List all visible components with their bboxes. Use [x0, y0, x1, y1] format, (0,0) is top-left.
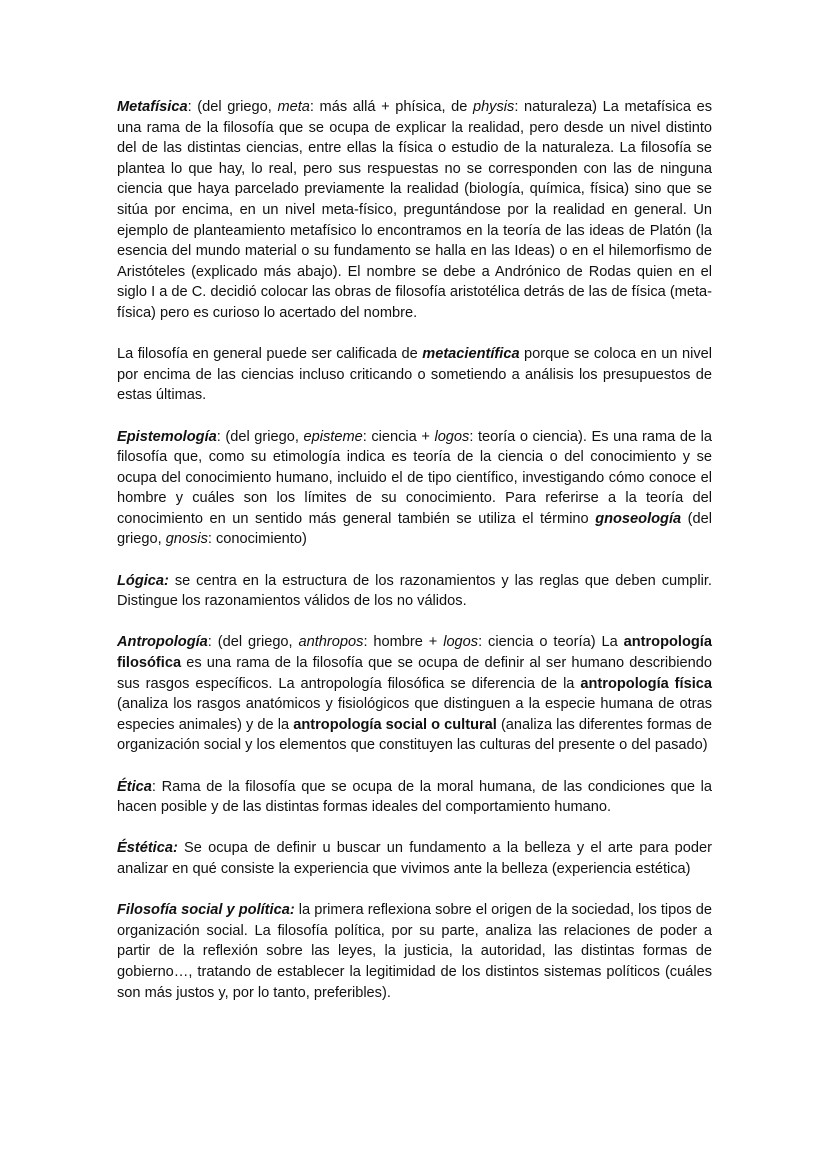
emphasized-term: antropología física — [580, 675, 712, 692]
text-run: : ciencia o teoría) La — [478, 634, 624, 651]
paragraph-filosofia-social-politica — [117, 900, 712, 1003]
text-run: : hombre + — [363, 634, 444, 651]
text-run: porque se coloca en un nivel por encima de las ciencias incluso criticando o sometiendo a análisis los presupuestos de estas últimas. — [117, 346, 712, 404]
paragraph-metafisica — [117, 97, 712, 324]
emphasized-term: antropología social o cultural — [293, 716, 497, 733]
text-run: (analiza los rasgos anatómicos y fisiológicos que distinguen a la especie humana de otras especies animales) y de la — [117, 696, 712, 733]
emphasized-term: physis — [472, 99, 515, 115]
paragraph-epistemologia — [117, 427, 712, 551]
text-run: (del griego, — [117, 510, 712, 548]
emphasized-term: Filosofía social y política: — [117, 902, 295, 919]
emphasized-term: meta — [277, 99, 310, 115]
text-run: se centra en la estructura de los razonamientos y las reglas que deben cumplir. Distingue los razonamientos válidos de los no válidos. — [117, 572, 712, 610]
emphasized-term: gnosis — [165, 531, 208, 548]
emphasized-term: Epistemología — [117, 428, 217, 445]
paragraph-etica — [117, 777, 712, 818]
paragraph-logica — [117, 571, 712, 612]
text-run: es una rama de la filosofía que se ocupa de definir al ser humano describiendo sus rasgos específicos. La antropología filosófica se diferencia de la — [117, 655, 712, 692]
paragraph-antropologia — [117, 632, 712, 756]
emphasized-term: Ética — [117, 778, 152, 795]
emphasized-term: Éstética: — [117, 840, 178, 857]
text-run: : (del griego, — [187, 99, 278, 115]
emphasized-term: anthropos — [298, 634, 364, 651]
document-page — [117, 97, 712, 1024]
text-run: : conocimiento) — [207, 531, 307, 548]
emphasized-term: Lógica: — [117, 572, 169, 589]
emphasized-term: Metafísica — [117, 99, 188, 115]
emphasized-term: logos — [443, 634, 479, 651]
text-run: Se ocupa de definir u buscar un fundamento a la belleza y el arte para poder analizar en qué consiste la experiencia que vivimos ante la belleza (experiencia estética) — [117, 840, 712, 877]
emphasized-term: gnoseología — [595, 510, 682, 527]
emphasized-term: antropología filosófica — [117, 634, 712, 672]
text-run: La filosofía en general puede ser calificada de — [117, 346, 423, 363]
text-run: : Rama de la filosofía que se ocupa de la moral humana, de las condiciones que la hacen posible y de las distintas formas ideales del comportamiento humano. — [117, 778, 712, 816]
emphasized-term: episteme — [303, 428, 363, 445]
text-run: : (del griego, — [216, 428, 304, 445]
text-run: (analiza las diferentes formas de organización social y los elementos que constituyen las culturas del presente o del pasado) — [117, 716, 712, 754]
emphasized-term: logos — [434, 428, 470, 445]
paragraph-metacientifica — [117, 344, 712, 406]
text-run: : naturaleza) La metafísica es una rama de la filosofía que se ocupa de explicar la realidad, pero desde un nivel distinto del de las distintas ciencias, entre ellas la física o estudio de la naturaleza. La filosofía se plantea lo que hay, lo real, pero sus respuestas no se corresponden con las de ninguna ciencia que haya parcelado previamente la realidad (biología, química, física) sino que se sitúa por encima, en un nivel meta-físico, preguntándose por la realidad en general. Un ejemplo de planteamiento metafísico lo encontramos en la teoría de las ideas de Platón (la esencia del mundo material o su fundamento se halla en las Ideas) o en el hilemorfismo de Aristóteles (explicado más abajo). El nombre se debe a Andrónico de Rodas quien en el siglo I a de C. decidió colocar las obras de filosofía aristotélica detrás de las de física (meta-física) pero es curioso lo acertado del nombre. — [117, 99, 712, 321]
emphasized-term: metacientífica — [422, 346, 520, 363]
paragraph-estetica — [117, 838, 712, 879]
text-run: : ciencia + — [362, 428, 435, 445]
text-run: : (del griego, — [207, 634, 299, 651]
text-run: : más allá + phísica, de — [309, 99, 473, 115]
text-run: : teoría o ciencia). Es una rama de la filosofía que, como su etimología indica es teoría de la ciencia o del conocimiento y se ocupa del conocimiento humano, incluido el de tipo científico, investigando cómo conoce el hombre y cuáles son los límites de su conocimiento. Para referirse a la teoría del conocimiento en un sentido más general también se utiliza el término — [117, 428, 712, 527]
text-run: la primera reflexiona sobre el origen de la sociedad, los tipos de organización social. La filosofía política, por su parte, analiza las relaciones de poder a partir de la reflexión sobre las leyes, la justicia, la autoridad, las distintas formas de gobierno…, tratando de establecer la legitimidad de los distintos sistemas políticos (cuáles son más justos y, por lo tanto, preferibles). — [117, 902, 712, 1001]
emphasized-term: Antropología — [117, 634, 208, 651]
